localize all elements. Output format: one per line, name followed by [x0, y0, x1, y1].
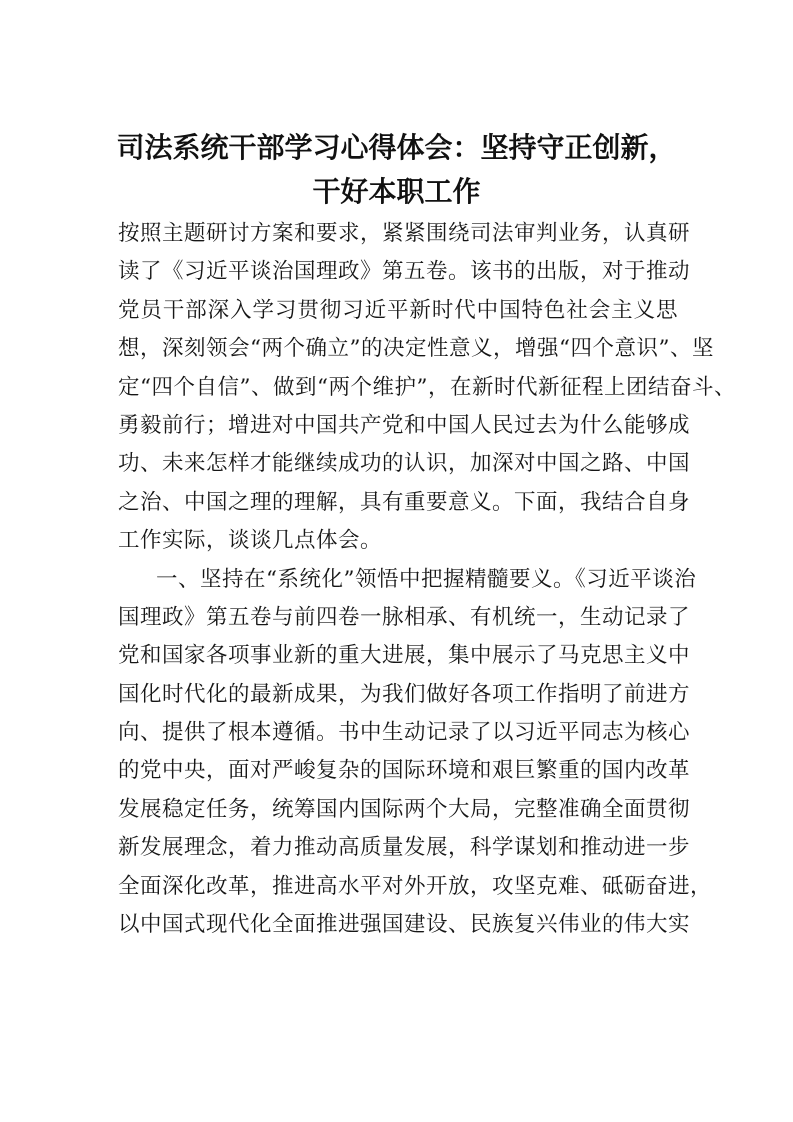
body-line: 新发展理念，着力推动高质量发展，科学谋划和推动进一步 [118, 835, 691, 861]
body-line: 国化时代化的最新成果，为我们做好各项工作指明了前进方 [118, 681, 691, 707]
body-line: 按照主题研讨方案和要求，紧紧围绕司法审判业务，认真研 [118, 221, 691, 246]
body-line: 全面深化改革，推进高水平对外开放，攻坚克难、砥砺奋进， [118, 873, 713, 899]
body-line: 以中国式现代化全面推进强国建设、民族复兴伟业的伟大实 [118, 912, 691, 938]
body-line: 向、提供了根本遵循。书中生动记录了以习近平同志为核心 [118, 720, 691, 746]
document-title-line-2: 干好本职工作 [312, 175, 481, 208]
body-line: 读了《习近平谈治国理政》第五卷。该书的出版，对于推动 [118, 259, 691, 285]
body-line-section-heading: 一、坚持在“系统化”领悟中把握精髓要义。《习近平谈治 [156, 566, 697, 592]
body-line: 之治、中国之理的理解，具有重要意义。下面，我结合自身 [118, 489, 691, 515]
document-body [118, 215, 736, 944]
body-line: 党和国家各项事业新的重大进展，集中展示了马克思主义中 [118, 643, 691, 669]
body-line: 国理政》第五卷与前四卷一脉相承、有机统一，生动记录了 [118, 604, 691, 630]
body-line: 勇毅前行；增进对中国共产党和中国人民过去为什么能够成 [118, 412, 691, 438]
body-line: 定“四个自信”、做到“两个维护”，在新时代新征程上团结奋斗、 [118, 374, 736, 400]
body-line: 发展稳定任务，统筹国内国际两个大局，完整准确全面贯彻 [118, 796, 691, 822]
body-line: 想，深刻领会“两个确立”的决定性意义，增强“四个意识”、坚 [118, 336, 714, 362]
body-line-paragraph-end: 工作实际，谈谈几点体会。 [118, 528, 383, 554]
body-line: 党员干部深入学习贯彻习近平新时代中国特色社会主义思 [118, 297, 678, 323]
document-title-line-1: 司法系统干部学习心得体会：坚持守正创新， [116, 131, 677, 164]
body-line: 功、未来怎样才能继续成功的认识，加深对中国之路、中国 [118, 451, 691, 477]
body-line: 的党中央，面对严峻复杂的国际环境和艰巨繁重的国内改革 [118, 758, 691, 784]
